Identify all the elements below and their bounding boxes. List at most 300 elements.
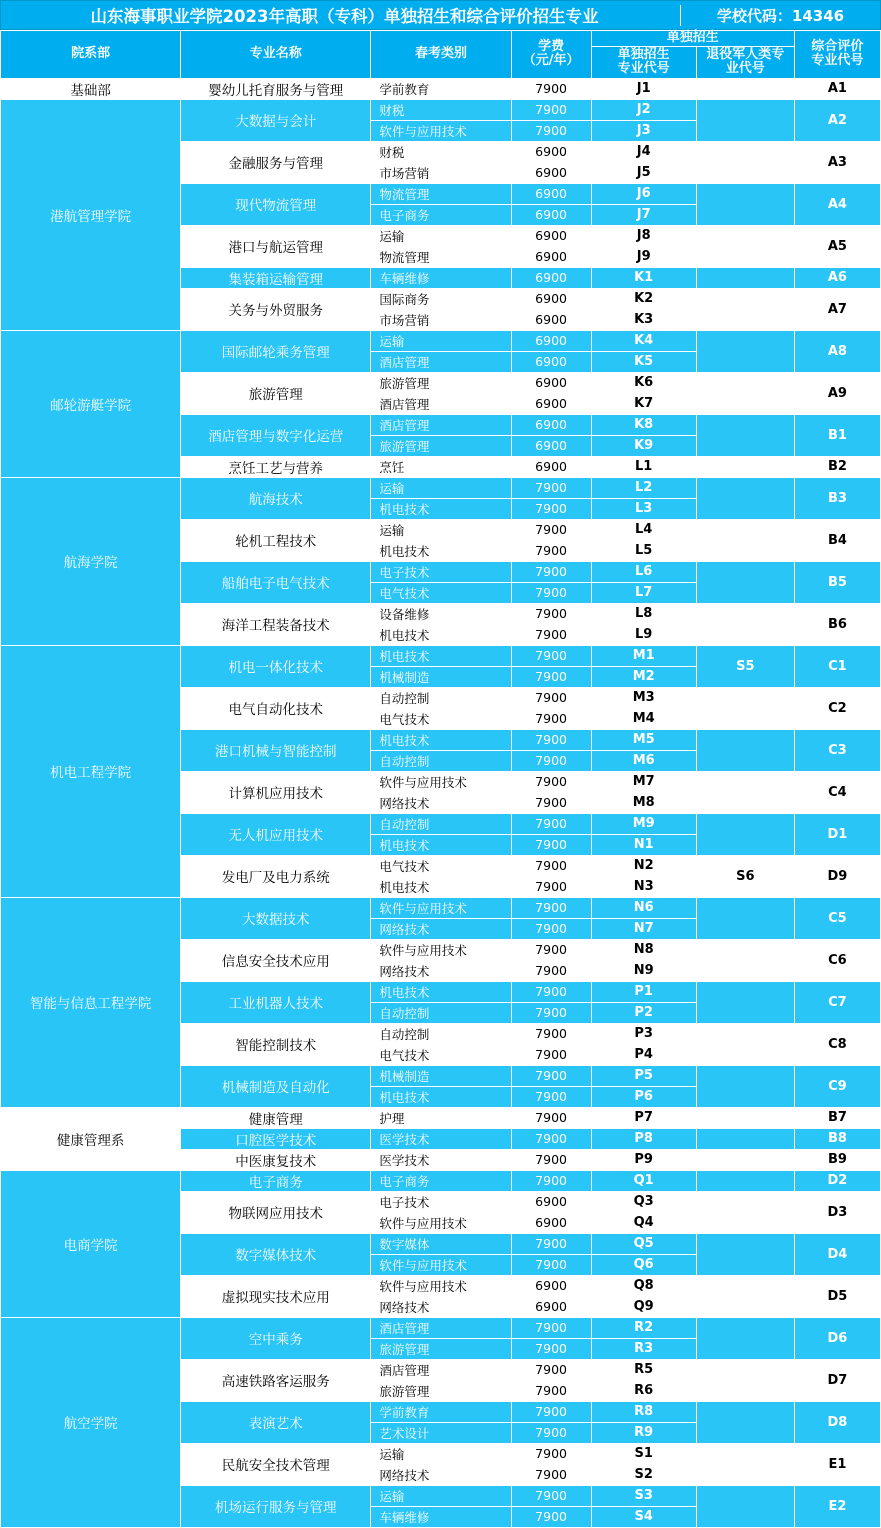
exam-category: 运输 xyxy=(371,225,511,246)
exam-category: 艺术设计 xyxy=(371,1422,511,1443)
single-admission-code: R9 xyxy=(591,1422,696,1443)
comprehensive-evaluation-code: D4 xyxy=(794,1233,880,1275)
col-dept: 院系部 xyxy=(1,31,181,79)
veteran-admission-code: S5 xyxy=(696,645,794,687)
tuition-fee: 7900 xyxy=(511,99,591,120)
comprehensive-evaluation-code: D5 xyxy=(794,1275,880,1317)
single-admission-code: J9 xyxy=(591,246,696,267)
major-name: 船舶电子电气技术 xyxy=(181,561,371,603)
exam-category: 酒店管理 xyxy=(371,1317,511,1338)
tuition-fee: 7900 xyxy=(511,1380,591,1401)
exam-category: 软件与应用技术 xyxy=(371,1254,511,1275)
exam-category: 酒店管理 xyxy=(371,393,511,414)
tuition-fee: 7900 xyxy=(511,771,591,792)
table-row xyxy=(1,99,881,120)
single-admission-code: P3 xyxy=(591,1023,696,1044)
single-admission-code: M2 xyxy=(591,666,696,687)
col-comp-line2: 专业代号 xyxy=(811,53,864,69)
exam-category: 机械制造 xyxy=(371,1065,511,1086)
major-name: 机电一体化技术 xyxy=(181,645,371,687)
veteran-admission-code xyxy=(696,141,794,183)
table-row xyxy=(1,78,881,99)
veteran-admission-code xyxy=(696,897,794,939)
single-admission-code: Q6 xyxy=(591,1254,696,1275)
exam-category: 运输 xyxy=(371,330,511,351)
single-admission-code: K2 xyxy=(591,288,696,309)
single-admission-code: J7 xyxy=(591,204,696,225)
veteran-admission-code xyxy=(696,1065,794,1107)
veteran-admission-code xyxy=(696,729,794,771)
tuition-fee: 6900 xyxy=(511,183,591,204)
veteran-admission-code xyxy=(696,939,794,981)
veteran-admission-code xyxy=(696,456,794,477)
major-name: 民航安全技术管理 xyxy=(181,1443,371,1485)
exam-category: 电气技术 xyxy=(371,582,511,603)
single-admission-code: S1 xyxy=(591,1443,696,1464)
exam-category: 运输 xyxy=(371,477,511,498)
tuition-fee: 7900 xyxy=(511,1107,591,1128)
major-name: 智能控制技术 xyxy=(181,1023,371,1065)
exam-category: 自动控制 xyxy=(371,1023,511,1044)
comprehensive-evaluation-code: B6 xyxy=(794,603,880,645)
tuition-fee: 7900 xyxy=(511,1485,591,1506)
col-single-group: 单独招生 xyxy=(591,31,794,47)
col-category: 春考类别 xyxy=(371,31,511,79)
exam-category: 运输 xyxy=(371,1485,511,1506)
veteran-admission-code xyxy=(696,981,794,1023)
exam-category: 物流管理 xyxy=(371,183,511,204)
single-admission-code: K8 xyxy=(591,414,696,435)
tuition-fee: 6900 xyxy=(511,1296,591,1317)
tuition-fee: 6900 xyxy=(511,162,591,183)
veteran-admission-code xyxy=(696,183,794,225)
tuition-fee: 6900 xyxy=(511,246,591,267)
tuition-fee: 7900 xyxy=(511,582,591,603)
tuition-fee: 7900 xyxy=(511,666,591,687)
exam-category: 软件与应用技术 xyxy=(371,1275,511,1296)
school-code: 学校代码：14346 xyxy=(680,5,880,26)
comprehensive-evaluation-code: A7 xyxy=(794,288,880,330)
major-name: 口腔医学技术 xyxy=(181,1128,371,1149)
tuition-fee: 7900 xyxy=(511,897,591,918)
tuition-fee: 7900 xyxy=(511,1044,591,1065)
col-comprehensive-code xyxy=(794,31,880,79)
tuition-fee: 6900 xyxy=(511,1275,591,1296)
tuition-fee: 7900 xyxy=(511,1023,591,1044)
exam-category: 电子商务 xyxy=(371,1170,511,1191)
veteran-admission-code xyxy=(696,78,794,99)
tuition-fee: 7900 xyxy=(511,960,591,981)
single-admission-code: M7 xyxy=(591,771,696,792)
single-admission-code: P1 xyxy=(591,981,696,1002)
single-admission-code: Q4 xyxy=(591,1212,696,1233)
major-name: 航海技术 xyxy=(181,477,371,519)
exam-category: 车辆维修 xyxy=(371,267,511,288)
comprehensive-evaluation-code: A2 xyxy=(794,99,880,141)
dept-name: 基础部 xyxy=(1,78,181,99)
single-admission-code: Q1 xyxy=(591,1170,696,1191)
tuition-fee: 6900 xyxy=(511,267,591,288)
single-admission-code: M3 xyxy=(591,687,696,708)
single-admission-code: N7 xyxy=(591,918,696,939)
tuition-fee: 7900 xyxy=(511,120,591,141)
table-row xyxy=(1,1317,881,1338)
single-admission-code: J8 xyxy=(591,225,696,246)
major-name: 健康管理 xyxy=(181,1107,371,1128)
page-title: 山东海事职业学院2023年高职（专科）单独招生和综合评价招生专业 xyxy=(90,7,599,26)
tuition-fee: 7900 xyxy=(511,603,591,624)
single-admission-code: Q5 xyxy=(591,1233,696,1254)
exam-category: 医学技术 xyxy=(371,1128,511,1149)
tuition-fee: 6900 xyxy=(511,393,591,414)
major-name: 工业机器人技术 xyxy=(181,981,371,1023)
comprehensive-evaluation-code: B5 xyxy=(794,561,880,603)
exam-category: 旅游管理 xyxy=(371,372,511,393)
exam-category: 机电技术 xyxy=(371,498,511,519)
comprehensive-evaluation-code: B8 xyxy=(794,1128,880,1149)
single-admission-code: N6 xyxy=(591,897,696,918)
exam-category: 电子商务 xyxy=(371,204,511,225)
single-admission-code: Q8 xyxy=(591,1275,696,1296)
col-veteran-line1: 退役军人类专 xyxy=(706,46,785,62)
major-name: 大数据技术 xyxy=(181,897,371,939)
exam-category: 电气技术 xyxy=(371,855,511,876)
col-fee-line2: （元/年） xyxy=(522,53,580,69)
single-admission-code: N1 xyxy=(591,834,696,855)
comprehensive-evaluation-code: B7 xyxy=(794,1107,880,1128)
veteran-admission-code xyxy=(696,1191,794,1233)
exam-category: 自动控制 xyxy=(371,1002,511,1023)
major-name: 空中乘务 xyxy=(181,1317,371,1359)
single-admission-code: N3 xyxy=(591,876,696,897)
comprehensive-evaluation-code: A5 xyxy=(794,225,880,267)
tuition-fee: 7900 xyxy=(511,561,591,582)
veteran-admission-code xyxy=(696,330,794,372)
exam-category: 护理 xyxy=(371,1107,511,1128)
tuition-fee: 7900 xyxy=(511,1359,591,1380)
major-name: 电气自动化技术 xyxy=(181,687,371,729)
tuition-fee: 6900 xyxy=(511,225,591,246)
exam-category: 机电技术 xyxy=(371,981,511,1002)
single-admission-code: M6 xyxy=(591,750,696,771)
single-admission-code: K4 xyxy=(591,330,696,351)
exam-category: 网络技术 xyxy=(371,1464,511,1485)
single-admission-code: J4 xyxy=(591,141,696,162)
exam-category: 机电技术 xyxy=(371,729,511,750)
tuition-fee: 6900 xyxy=(511,1191,591,1212)
exam-category: 学前教育 xyxy=(371,1401,511,1422)
exam-category: 机电技术 xyxy=(371,876,511,897)
tuition-fee: 7900 xyxy=(511,1254,591,1275)
exam-category: 自动控制 xyxy=(371,750,511,771)
comprehensive-evaluation-code: C9 xyxy=(794,1065,880,1107)
comprehensive-evaluation-code: C8 xyxy=(794,1023,880,1065)
comprehensive-evaluation-code: B9 xyxy=(794,1149,880,1170)
single-admission-code: Q3 xyxy=(591,1191,696,1212)
dept-name: 港航管理学院 xyxy=(1,99,181,330)
col-single-line2: 专业代号 xyxy=(617,61,670,77)
single-admission-code: N2 xyxy=(591,855,696,876)
major-name: 表演艺术 xyxy=(181,1401,371,1443)
table-header xyxy=(1,31,881,79)
veteran-admission-code xyxy=(696,561,794,603)
exam-category: 软件与应用技术 xyxy=(371,1212,511,1233)
exam-category: 机电技术 xyxy=(371,624,511,645)
exam-category: 学前教育 xyxy=(371,78,511,99)
tuition-fee: 7900 xyxy=(511,645,591,666)
veteran-admission-code xyxy=(696,771,794,813)
exam-category: 网络技术 xyxy=(371,792,511,813)
tuition-fee: 6900 xyxy=(511,330,591,351)
tuition-fee: 7900 xyxy=(511,813,591,834)
exam-category: 网络技术 xyxy=(371,960,511,981)
veteran-admission-code xyxy=(696,1149,794,1170)
comprehensive-evaluation-code: C2 xyxy=(794,687,880,729)
veteran-admission-code xyxy=(696,1317,794,1359)
exam-category: 网络技术 xyxy=(371,1296,511,1317)
tuition-fee: 6900 xyxy=(511,456,591,477)
exam-category: 机电技术 xyxy=(371,645,511,666)
major-name: 关务与外贸服务 xyxy=(181,288,371,330)
single-admission-code: K1 xyxy=(591,267,696,288)
exam-category: 旅游管理 xyxy=(371,435,511,456)
exam-category: 酒店管理 xyxy=(371,1359,511,1380)
veteran-admission-code xyxy=(696,1128,794,1149)
veteran-admission-code xyxy=(696,477,794,519)
tuition-fee: 7900 xyxy=(511,1002,591,1023)
single-admission-code: L6 xyxy=(591,561,696,582)
tuition-fee: 7900 xyxy=(511,876,591,897)
veteran-admission-code xyxy=(696,372,794,414)
tuition-fee: 7900 xyxy=(511,708,591,729)
major-name: 婴幼儿托育服务与管理 xyxy=(181,78,371,99)
veteran-admission-code xyxy=(696,1275,794,1317)
single-admission-code: J1 xyxy=(591,78,696,99)
exam-category: 机电技术 xyxy=(371,540,511,561)
tuition-fee: 7900 xyxy=(511,519,591,540)
single-admission-code: P4 xyxy=(591,1044,696,1065)
comprehensive-evaluation-code: A3 xyxy=(794,141,880,183)
tuition-fee: 7900 xyxy=(511,1170,591,1191)
tuition-fee: 7900 xyxy=(511,1338,591,1359)
exam-category: 电子技术 xyxy=(371,1191,511,1212)
comprehensive-evaluation-code: D7 xyxy=(794,1359,880,1401)
tuition-fee: 7900 xyxy=(511,1464,591,1485)
tuition-fee: 7900 xyxy=(511,834,591,855)
tuition-fee: 7900 xyxy=(511,1149,591,1170)
dept-name: 航空学院 xyxy=(1,1317,181,1527)
single-admission-code: L8 xyxy=(591,603,696,624)
tuition-fee: 6900 xyxy=(511,414,591,435)
single-admission-code: J5 xyxy=(591,162,696,183)
single-admission-code: N9 xyxy=(591,960,696,981)
comprehensive-evaluation-code: C1 xyxy=(794,645,880,687)
exam-category: 机电技术 xyxy=(371,834,511,855)
major-name: 大数据与会计 xyxy=(181,99,371,141)
col-veteran-line2: 业代号 xyxy=(725,61,765,77)
tuition-fee: 7900 xyxy=(511,750,591,771)
veteran-admission-code xyxy=(696,1233,794,1275)
major-name: 港口与航运管理 xyxy=(181,225,371,267)
comprehensive-evaluation-code: A9 xyxy=(794,372,880,414)
single-admission-code: R5 xyxy=(591,1359,696,1380)
single-admission-code: K6 xyxy=(591,372,696,393)
exam-category: 运输 xyxy=(371,1443,511,1464)
tuition-fee: 7900 xyxy=(511,1128,591,1149)
veteran-admission-code xyxy=(696,603,794,645)
tuition-fee: 6900 xyxy=(511,141,591,162)
major-name: 现代物流管理 xyxy=(181,183,371,225)
major-name: 物联网应用技术 xyxy=(181,1191,371,1233)
comprehensive-evaluation-code: A6 xyxy=(794,267,880,288)
col-veteran-code xyxy=(696,46,794,78)
veteran-admission-code xyxy=(696,267,794,288)
header-row-1 xyxy=(1,31,881,47)
major-name: 机械制造及自动化 xyxy=(181,1065,371,1107)
major-name: 集装箱运输管理 xyxy=(181,267,371,288)
veteran-admission-code xyxy=(696,519,794,561)
exam-category: 市场营销 xyxy=(371,162,511,183)
single-admission-code: L5 xyxy=(591,540,696,561)
tuition-fee: 7900 xyxy=(511,477,591,498)
veteran-admission-code: S6 xyxy=(696,855,794,897)
comprehensive-evaluation-code: B1 xyxy=(794,414,880,456)
veteran-admission-code xyxy=(696,225,794,267)
single-admission-code: L2 xyxy=(591,477,696,498)
table-row xyxy=(1,1107,881,1128)
single-admission-code: R6 xyxy=(591,1380,696,1401)
exam-category: 财税 xyxy=(371,99,511,120)
veteran-admission-code xyxy=(696,813,794,855)
tuition-fee: 7900 xyxy=(511,540,591,561)
major-name: 旅游管理 xyxy=(181,372,371,414)
single-admission-code: S2 xyxy=(591,1464,696,1485)
single-admission-code: M8 xyxy=(591,792,696,813)
single-admission-code: M9 xyxy=(591,813,696,834)
major-name: 轮机工程技术 xyxy=(181,519,371,561)
exam-category: 旅游管理 xyxy=(371,1380,511,1401)
comprehensive-evaluation-code: C3 xyxy=(794,729,880,771)
dept-name: 智能与信息工程学院 xyxy=(1,897,181,1107)
single-admission-code: R2 xyxy=(591,1317,696,1338)
major-name: 发电厂及电力系统 xyxy=(181,855,371,897)
col-fee-line1: 学费 xyxy=(538,38,565,54)
dept-name: 健康管理系 xyxy=(1,1107,181,1170)
comprehensive-evaluation-code: C7 xyxy=(794,981,880,1023)
tuition-fee: 7900 xyxy=(511,939,591,960)
major-name: 金融服务与管理 xyxy=(181,141,371,183)
exam-category: 电气技术 xyxy=(371,1044,511,1065)
major-name: 虚拟现实技术应用 xyxy=(181,1275,371,1317)
major-name: 电子商务 xyxy=(181,1170,371,1191)
veteran-admission-code xyxy=(696,1443,794,1485)
tuition-fee: 7900 xyxy=(511,1233,591,1254)
comprehensive-evaluation-code: E2 xyxy=(794,1485,880,1527)
table-body xyxy=(1,78,881,1527)
exam-category: 软件与应用技术 xyxy=(371,120,511,141)
comprehensive-evaluation-code: A4 xyxy=(794,183,880,225)
col-major: 专业名称 xyxy=(181,31,371,79)
tuition-fee: 7900 xyxy=(511,1065,591,1086)
veteran-admission-code xyxy=(696,414,794,456)
tuition-fee: 7900 xyxy=(511,1086,591,1107)
major-name: 高速铁路客运服务 xyxy=(181,1359,371,1401)
major-name: 烹饪工艺与营养 xyxy=(181,456,371,477)
comprehensive-evaluation-code: D6 xyxy=(794,1317,880,1359)
exam-category: 旅游管理 xyxy=(371,1338,511,1359)
veteran-admission-code xyxy=(696,1170,794,1191)
comprehensive-evaluation-code: D9 xyxy=(794,855,880,897)
dept-name: 航海学院 xyxy=(1,477,181,645)
exam-category: 酒店管理 xyxy=(371,351,511,372)
major-name: 国际邮轮乘务管理 xyxy=(181,330,371,372)
major-name: 海洋工程装备技术 xyxy=(181,603,371,645)
exam-category: 车辆维修 xyxy=(371,1506,511,1527)
table-row xyxy=(1,1170,881,1191)
single-admission-code: Q9 xyxy=(591,1296,696,1317)
veteran-admission-code xyxy=(696,1485,794,1527)
exam-category: 设备维修 xyxy=(371,603,511,624)
tuition-fee: 6900 xyxy=(511,204,591,225)
col-fee xyxy=(511,31,591,79)
major-name: 中医康复技术 xyxy=(181,1149,371,1170)
major-name: 数字媒体技术 xyxy=(181,1233,371,1275)
single-admission-code: P8 xyxy=(591,1128,696,1149)
exam-category: 医学技术 xyxy=(371,1149,511,1170)
tuition-fee: 7900 xyxy=(511,792,591,813)
comprehensive-evaluation-code: B4 xyxy=(794,519,880,561)
veteran-admission-code xyxy=(696,288,794,330)
tuition-fee: 6900 xyxy=(511,1212,591,1233)
major-name: 信息安全技术应用 xyxy=(181,939,371,981)
single-admission-code: L4 xyxy=(591,519,696,540)
single-admission-code: R3 xyxy=(591,1338,696,1359)
exam-category: 自动控制 xyxy=(371,813,511,834)
single-admission-code: M5 xyxy=(591,729,696,750)
tuition-fee: 7900 xyxy=(511,1401,591,1422)
single-admission-code: L1 xyxy=(591,456,696,477)
comprehensive-evaluation-code: D2 xyxy=(794,1170,880,1191)
major-name: 港口机械与智能控制 xyxy=(181,729,371,771)
veteran-admission-code xyxy=(696,1401,794,1443)
comprehensive-evaluation-code: C5 xyxy=(794,897,880,939)
single-admission-code: K5 xyxy=(591,351,696,372)
exam-category: 国际商务 xyxy=(371,288,511,309)
tuition-fee: 6900 xyxy=(511,372,591,393)
tuition-fee: 7900 xyxy=(511,1422,591,1443)
single-admission-code: P2 xyxy=(591,1002,696,1023)
table-row xyxy=(1,477,881,498)
col-comp-line1: 综合评价 xyxy=(811,38,864,54)
comprehensive-evaluation-code: D1 xyxy=(794,813,880,855)
tuition-fee: 7900 xyxy=(511,855,591,876)
single-admission-code: M4 xyxy=(591,708,696,729)
comprehensive-evaluation-code: A8 xyxy=(794,330,880,372)
table-row xyxy=(1,330,881,351)
admission-table xyxy=(0,30,881,1528)
single-admission-code: L3 xyxy=(591,498,696,519)
single-admission-code: N8 xyxy=(591,939,696,960)
exam-category: 软件与应用技术 xyxy=(371,771,511,792)
col-single-line1: 单独招生 xyxy=(617,46,670,62)
comprehensive-evaluation-code: E1 xyxy=(794,1443,880,1485)
veteran-admission-code xyxy=(696,1023,794,1065)
veteran-admission-code xyxy=(696,99,794,141)
exam-category: 网络技术 xyxy=(371,918,511,939)
single-admission-code: R8 xyxy=(591,1401,696,1422)
comprehensive-evaluation-code: B2 xyxy=(794,456,880,477)
veteran-admission-code xyxy=(696,1107,794,1128)
